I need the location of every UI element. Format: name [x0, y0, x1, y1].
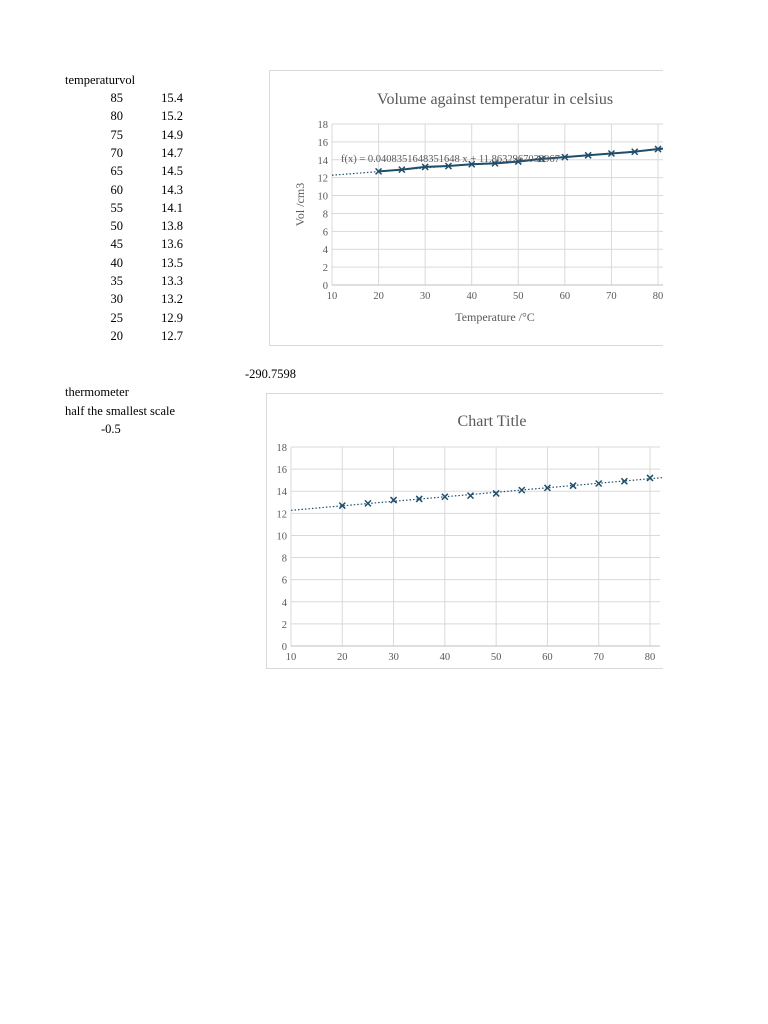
x-tick-label: 40: [466, 291, 477, 302]
chart-untitled-svg: [267, 394, 663, 669]
x-tick-label: 20: [373, 291, 384, 302]
chart-volume-temperature[interactable]: [269, 70, 663, 346]
y-tick-label: 4: [281, 597, 287, 609]
temperature-cell[interactable]: 30: [110, 292, 123, 307]
y-tick-label: 6: [322, 227, 328, 239]
y-tick-label: 6: [281, 575, 287, 587]
y-tick-label: 12: [317, 173, 328, 185]
x-tick-label: 80: [652, 291, 663, 302]
volume-cell[interactable]: 15.4: [161, 91, 183, 105]
temperature-cell[interactable]: 25: [110, 310, 123, 325]
volume-cell[interactable]: 12.7: [161, 328, 183, 343]
temperature-cell[interactable]: 75: [110, 127, 123, 142]
data-point-marker: [365, 500, 371, 506]
volume-cell[interactable]: 13.8: [161, 219, 183, 234]
temperature-cell[interactable]: 65: [110, 164, 123, 179]
volume-cell[interactable]: 14.9: [161, 127, 183, 142]
y-axis-title: Vol /cm3: [293, 182, 307, 227]
chart-title: Volume against temperatur in celsius: [376, 91, 614, 108]
y-tick-label: 14: [317, 155, 328, 167]
x-axis-title: Temperature /°C: [455, 310, 535, 324]
temperature-cell[interactable]: 35: [110, 274, 123, 288]
x-tick-label: 20: [337, 652, 348, 663]
temperature-cell[interactable]: 45: [110, 237, 123, 252]
y-tick-label: 10: [276, 531, 287, 543]
temperature-cell[interactable]: 40: [110, 255, 123, 270]
temperature-cell[interactable]: 85: [110, 91, 123, 105]
x-tick-label: 70: [593, 652, 604, 663]
temperature-cell[interactable]: 60: [110, 182, 123, 197]
column-header[interactable]: temperaturvol: [65, 73, 136, 87]
y-tick-label: 0: [322, 281, 328, 292]
y-tick-label: 8: [322, 209, 328, 221]
volume-cell[interactable]: 14.3: [161, 182, 183, 197]
instrument-cell[interactable]: thermometer: [65, 385, 129, 399]
uncertainty-value-cell[interactable]: -0.5: [101, 422, 121, 436]
volume-cell[interactable]: 14.7: [161, 145, 183, 160]
y-tick-label: 18: [276, 443, 287, 454]
y-tick-label: 16: [317, 137, 328, 149]
temperature-cell[interactable]: 20: [110, 328, 123, 343]
temperature-cell[interactable]: 50: [110, 219, 123, 234]
uncertainty-label-cell[interactable]: half the smallest scale: [65, 404, 176, 418]
y-tick-label: 18: [317, 120, 328, 131]
y-tick-label: 4: [322, 245, 328, 257]
y-tick-label: 0: [281, 642, 287, 653]
y-tick-label: 2: [322, 263, 328, 275]
x-tick-label: 70: [606, 291, 617, 302]
volume-cell[interactable]: 14.5: [161, 164, 183, 179]
data-point-marker: [468, 493, 474, 499]
volume-cell[interactable]: 13.5: [161, 255, 183, 270]
x-tick-label: 80: [644, 652, 656, 663]
y-tick-label: 2: [281, 619, 287, 631]
x-tick-label: 60: [559, 291, 571, 302]
volume-cell[interactable]: 12.9: [161, 310, 183, 325]
x-tick-label: 50: [513, 291, 524, 302]
volume-cell[interactable]: 13.3: [161, 274, 183, 288]
y-tick-label: 16: [276, 465, 287, 477]
chart-title: Chart Title: [457, 413, 527, 430]
intercept-value-cell[interactable]: -290.7598: [245, 367, 297, 381]
temperature-cell[interactable]: 55: [110, 200, 123, 215]
volume-cell[interactable]: 13.6: [161, 237, 183, 252]
data-point-marker: [519, 487, 525, 493]
temperature-cell[interactable]: 70: [110, 145, 123, 160]
x-tick-label: 30: [388, 652, 399, 663]
chart-untitled[interactable]: [266, 393, 663, 669]
x-tick-label: 40: [439, 652, 451, 663]
trendline-equation: f(x) = 0.0408351648351648 x + 11.8632967032967: [341, 154, 560, 165]
x-tick-label: 30: [419, 291, 431, 302]
y-tick-label: 14: [276, 487, 287, 499]
trendline: [291, 474, 663, 510]
temperature-cell[interactable]: 80: [110, 109, 123, 124]
volume-cell[interactable]: 14.1: [161, 200, 183, 215]
y-tick-label: 12: [276, 509, 287, 521]
volume-cell[interactable]: 13.2: [161, 292, 183, 307]
chart-volume-temperature-svg: [270, 71, 663, 346]
x-tick-label: 10: [326, 291, 338, 302]
volume-cell[interactable]: 15.2: [161, 109, 183, 124]
y-tick-label: 10: [317, 191, 328, 203]
x-tick-label: 60: [542, 652, 553, 663]
x-tick-label: 10: [285, 652, 297, 663]
y-tick-label: 8: [281, 553, 287, 565]
x-tick-label: 50: [490, 652, 502, 663]
